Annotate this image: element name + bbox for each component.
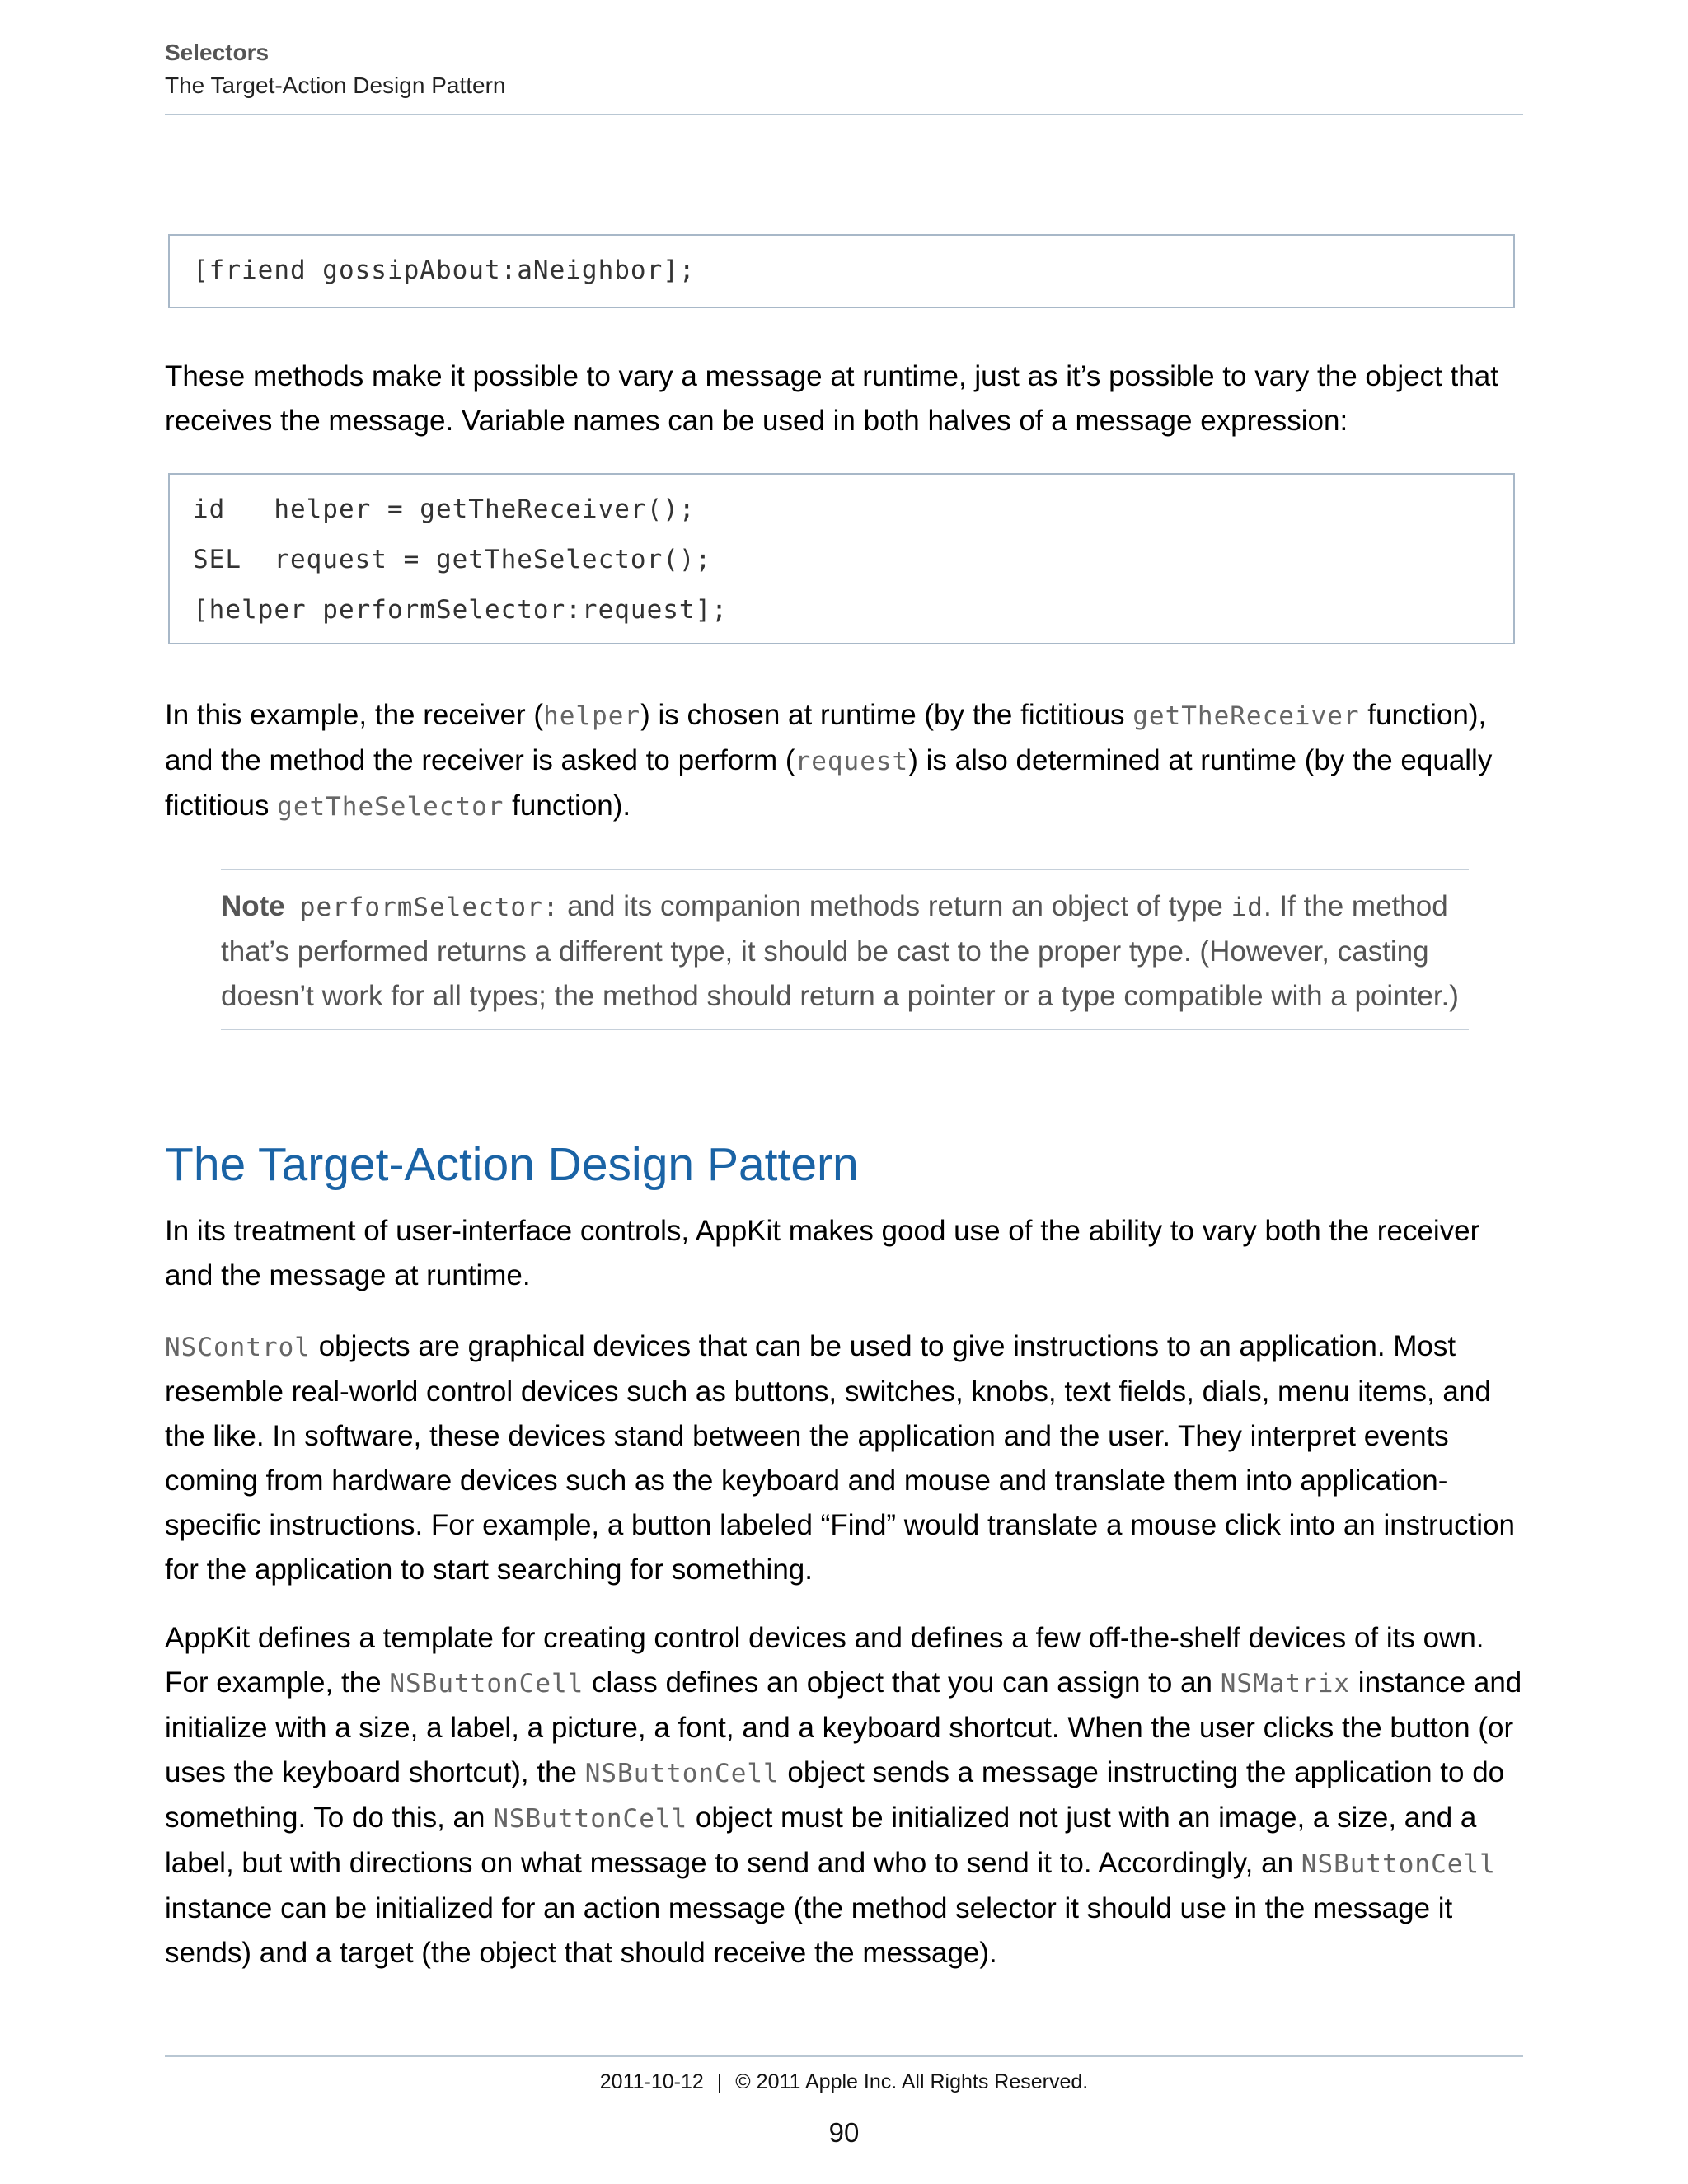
code-term: performSelector: [299, 893, 560, 922]
text-run: instance and initialize with a size, a label, a picture, a font, and a keyboard shortcut. When the user clicks the button (or uses the keyboard shortcut), the [165, 1666, 1522, 1788]
text-run: function). [504, 790, 631, 822]
running-header [165, 36, 1523, 102]
code-term: NSButtonCell [1301, 1849, 1496, 1879]
text-run: ) is also determined at runtime (by the equally fictitious [165, 744, 1493, 822]
paragraph-nscontrol [165, 1324, 1525, 1592]
code-term: NSButtonCell [493, 1804, 688, 1834]
text-run: AppKit defines a template for creating control devices and defines a few off-the-shelf devices of its own. For example, the [165, 1622, 1484, 1699]
text-run: function), and the method the receiver is asked to perform ( [165, 699, 1487, 776]
code-block-perform-selector [168, 473, 1515, 644]
section-title: The Target-Action Design Pattern [165, 73, 506, 98]
page-footer [0, 2067, 1688, 2097]
code-line: [helper performSelector:request]; [193, 595, 728, 625]
note-text [221, 870, 1469, 1019]
code-term: getTheSelector [277, 792, 504, 822]
code-block-gossip [168, 234, 1515, 308]
footer-separator: | [716, 2070, 723, 2093]
note-label: Note [221, 890, 285, 922]
code-term: NSControl [165, 1333, 311, 1362]
text-run: class defines an object that you can assign to an [584, 1666, 1221, 1699]
code-term: helper [543, 701, 641, 731]
code-line: id helper = getTheReceiver(); [193, 494, 696, 524]
text-run: object sends a message instructing the application to do something. To do this, an [165, 1756, 1505, 1834]
code-line: [friend gossipAbout:aNeighbor]; [193, 255, 696, 285]
header-divider [165, 114, 1523, 115]
paragraph-appkit-controls: In its treatment of user-interface controls, AppKit makes good use of the ability to vary both the receiver and the message at runtime. [165, 1215, 1480, 1291]
code-term: id [1231, 893, 1264, 922]
section-heading: The Target-Action Design Pattern [165, 1138, 859, 1191]
text-run: object must be initialized not just with an image, a size, and a label, but with directions on what message to send and who to send it to. Accordingly, an [165, 1802, 1477, 1879]
footer-date: 2011-10-12 [599, 2070, 704, 2093]
chapter-title: Selectors [165, 40, 270, 65]
code-term: NSButtonCell [584, 1759, 780, 1788]
paragraph-nsbuttoncell [165, 1616, 1525, 1975]
code-line: SEL request = getTheSelector(); [193, 545, 712, 574]
text-run: ) is chosen at runtime (by the fictitious [640, 699, 1133, 731]
paragraph-vary-message: These methods make it possible to vary a message at runtime, just as it’s possible to vary the object that receives the message. Variable names can be used in both halves of a message expression: [165, 360, 1498, 437]
footer-divider [165, 2055, 1523, 2057]
text-run: . If the method that’s performed returns a different type, it should be cast to the proper type. (However, casting doesn’t work for all types; the method should return a pointer or a type compatible with a pointer.) [221, 890, 1459, 1012]
paragraph-example-explanation [165, 693, 1525, 829]
code-term: NSMatrix [1220, 1669, 1351, 1699]
page-number: 90 [828, 2117, 860, 2148]
text-run: objects are graphical devices that can be used to give instructions to an application. Most resemble real-world control devices such as buttons, switches, knobs, text fields, dials, menu items, and the like. In software, these devices stand between the application and the user. They interpret events coming from hardware devices such as the keyboard and mouse and translate them into application-specific instructions. For example, a button labeled “Find” would translate a mouse click into an instruction for the application to start searching for something. [165, 1330, 1516, 1586]
text-run: instance can be initialized for an action message (the method selector it should use in the message it sends) and a target (the object that should receive the message). [165, 1892, 1453, 1969]
code-term: request [795, 747, 909, 776]
code-term: NSButtonCell [389, 1669, 584, 1699]
text-run: In this example, the receiver ( [165, 699, 544, 731]
footer-copyright: © 2011 Apple Inc. All Rights Reserved. [735, 2070, 1089, 2093]
note-box [221, 869, 1469, 1030]
code-term: getTheReceiver [1132, 701, 1360, 731]
text-run: and its companion methods return an object of type [559, 890, 1231, 922]
